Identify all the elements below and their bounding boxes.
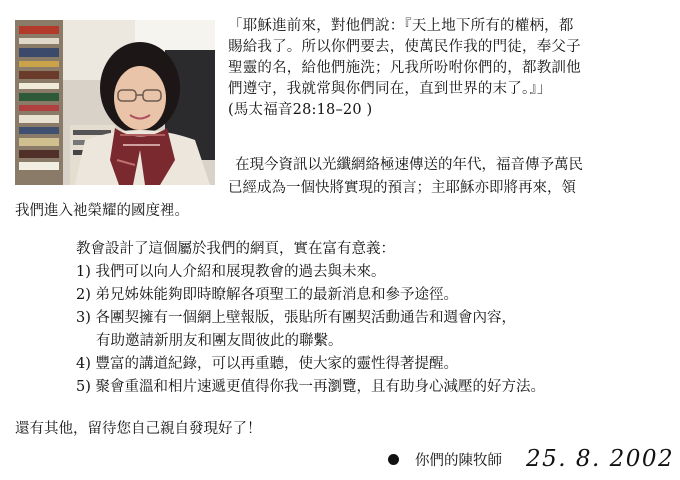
list-item: 5) 聚會重溫和相片速遞更值得你我一再瀏覽，且有助身心減壓的好方法。 (76, 379, 545, 395)
verse-line: 們遵守，我就常與你們同在，直到世界的末了。』」 (228, 81, 552, 97)
signature (388, 444, 674, 474)
purpose-list (76, 238, 666, 399)
intro-line: 我們進入祂榮耀的國度裡。 (15, 203, 189, 219)
intro-line: 在現今資訊以光纖網絡極速傳送的年代，福音傳予萬民 (235, 157, 583, 173)
intro-paragraph (15, 154, 670, 223)
bullet-icon (388, 454, 399, 465)
list-item: 4) 豐富的講道紀錄，可以再重聽，使大家的靈性得著提醒。 (76, 356, 458, 372)
verse-line: 「耶穌進前來，對他們說：『天上地下所有的權柄，都 (228, 18, 574, 34)
list-item: 1) 我們可以向人介紹和展現教會的過去與未來。 (76, 264, 386, 280)
scripture-quote (228, 16, 668, 121)
list-heading: 教會設計了這個屬於我們的網頁，實在富有意義： (76, 241, 395, 257)
verse-line: 賜給我了。所以你們要去，使萬民作我的門徒，奉父子 (228, 39, 581, 55)
verse-line: 聖靈的名，給他們施洗；凡我所吩咐你們的，都教訓他 (228, 60, 581, 76)
signature-date: 25. 8. 2002 (526, 446, 675, 472)
verse-reference: (馬太福音28:18–20 ) (228, 102, 373, 118)
signer-name: 你們的陳牧師 (415, 452, 502, 469)
list-item: 2) 弟兄姊妹能夠即時瞭解各項聖工的最新消息和參予途徑。 (76, 287, 458, 303)
intro-line: 已經成為一個快將實現的預言；主耶穌亦即將再來，領 (228, 180, 576, 196)
list-item: 3) 各團契擁有一個網上壁報版，張貼所有團契活動通告和週會內容， (76, 310, 516, 326)
closing-line: 還有其他，留待您自己親自發現好了！ (15, 421, 262, 437)
list-item-continuation: 有助邀請新朋友和團友間彼此的聯繫。 (96, 333, 343, 349)
